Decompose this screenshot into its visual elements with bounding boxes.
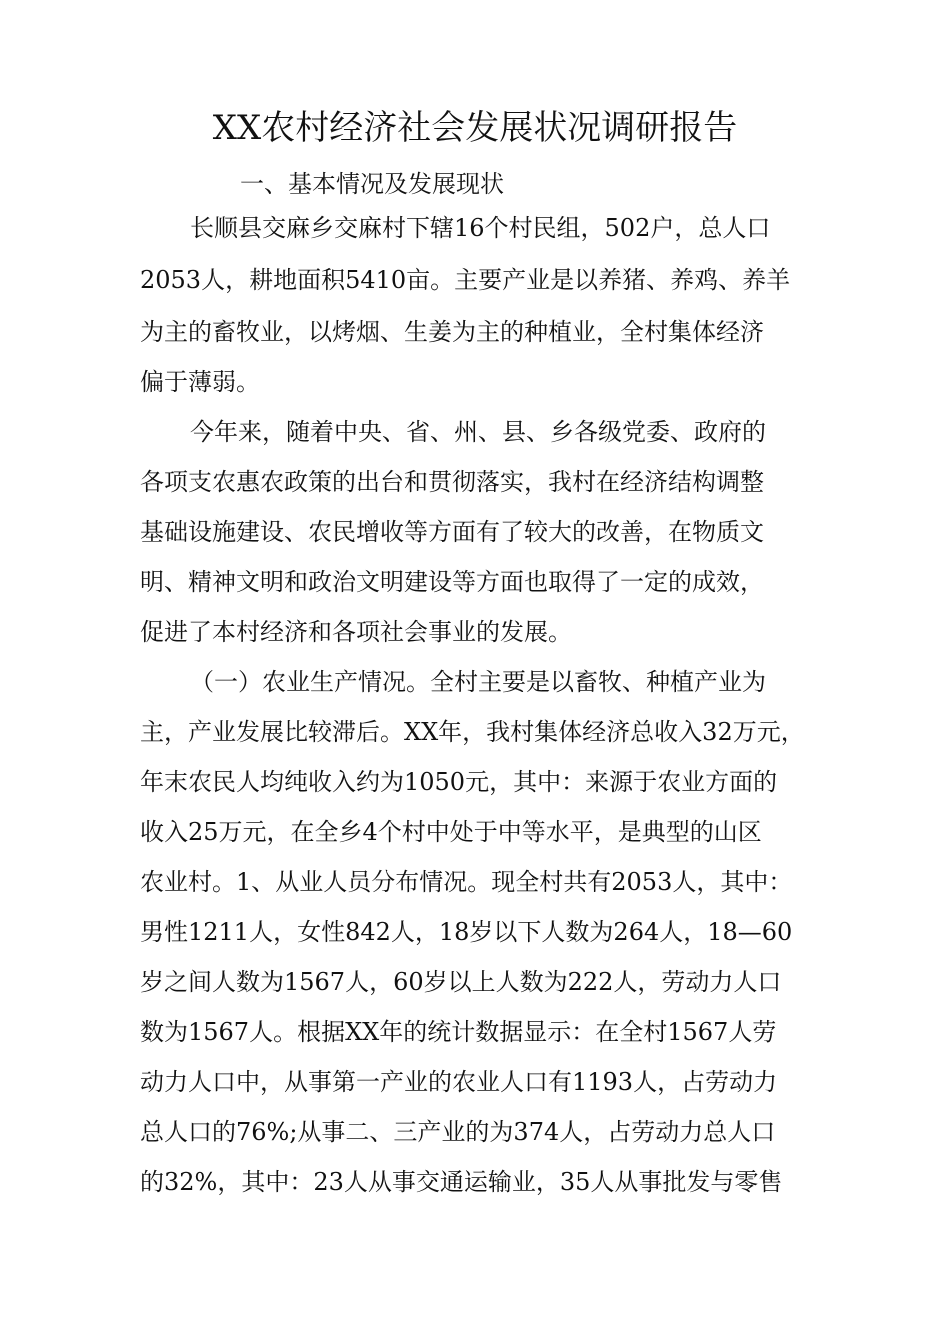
paragraph-line: 明、精神文明和政治文明建设等方面也取得了一定的成效， (140, 568, 764, 596)
paragraph-line: 动力人口中，从事第一产业的农业人口有1193人，占劳动力 (140, 1068, 778, 1096)
paragraph-line: 2053人，耕地面积5410亩。主要产业是以养猪、养鸡、养羊 (140, 266, 791, 294)
section-heading: 一、基本情况及发展现状 (240, 170, 504, 198)
paragraph-line: 年末农民人均纯收入约为1050元，其中：来源于农业方面的 (140, 768, 778, 796)
paragraph-line: 促进了本村经济和各项社会事业的发展。 (140, 618, 572, 646)
paragraph-line: 主，产业发展比较滞后。XX年，我村集体经济总收入32万元， (140, 718, 805, 746)
paragraph-line: 长顺县交麻乡交麻村下辖16个村民组，502户，总人口 (190, 214, 771, 242)
paragraph-line: 为主的畜牧业，以烤烟、生姜为主的种植业，全村集体经济 (140, 318, 764, 346)
paragraph-line: 基础设施建设、农民增收等方面有了较大的改善，在物质文 (140, 518, 764, 546)
paragraph-line: 总人口的76%;从事二、三产业的为374人，占劳动力总人口 (140, 1118, 776, 1146)
paragraph-line: 收入25万元，在全乡4个村中处于中等水平，是典型的山区 (140, 818, 762, 846)
paragraph-line: 今年来，随着中央、省、州、县、乡各级党委、政府的 (190, 418, 766, 446)
paragraph-line: 数为1567人。根据XX年的统计数据显示：在全村1567人劳 (140, 1018, 777, 1046)
paragraph-line: 岁之间人数为1567人，60岁以上人数为222人，劳动力人口 (140, 968, 782, 996)
document-title: XX农村经济社会发展状况调研报告 (212, 108, 738, 148)
paragraph-line: 各项支农惠农政策的出台和贯彻落实，我村在经济结构调整 (140, 468, 764, 496)
paragraph-line: 男性1211人，女性842人，18岁以下人数为264人，18—60 (140, 918, 793, 946)
paragraph-line: 农业村。1、从业人员分布情况。现全村共有2053人，其中： (140, 868, 793, 896)
paragraph-line: 偏于薄弱。 (140, 368, 260, 396)
paragraph-line: 的32%，其中：23人从事交通运输业，35人从事批发与零售 (140, 1168, 783, 1196)
paragraph-line: （一）农业生产情况。全村主要是以畜牧、种植产业为 (190, 668, 766, 696)
